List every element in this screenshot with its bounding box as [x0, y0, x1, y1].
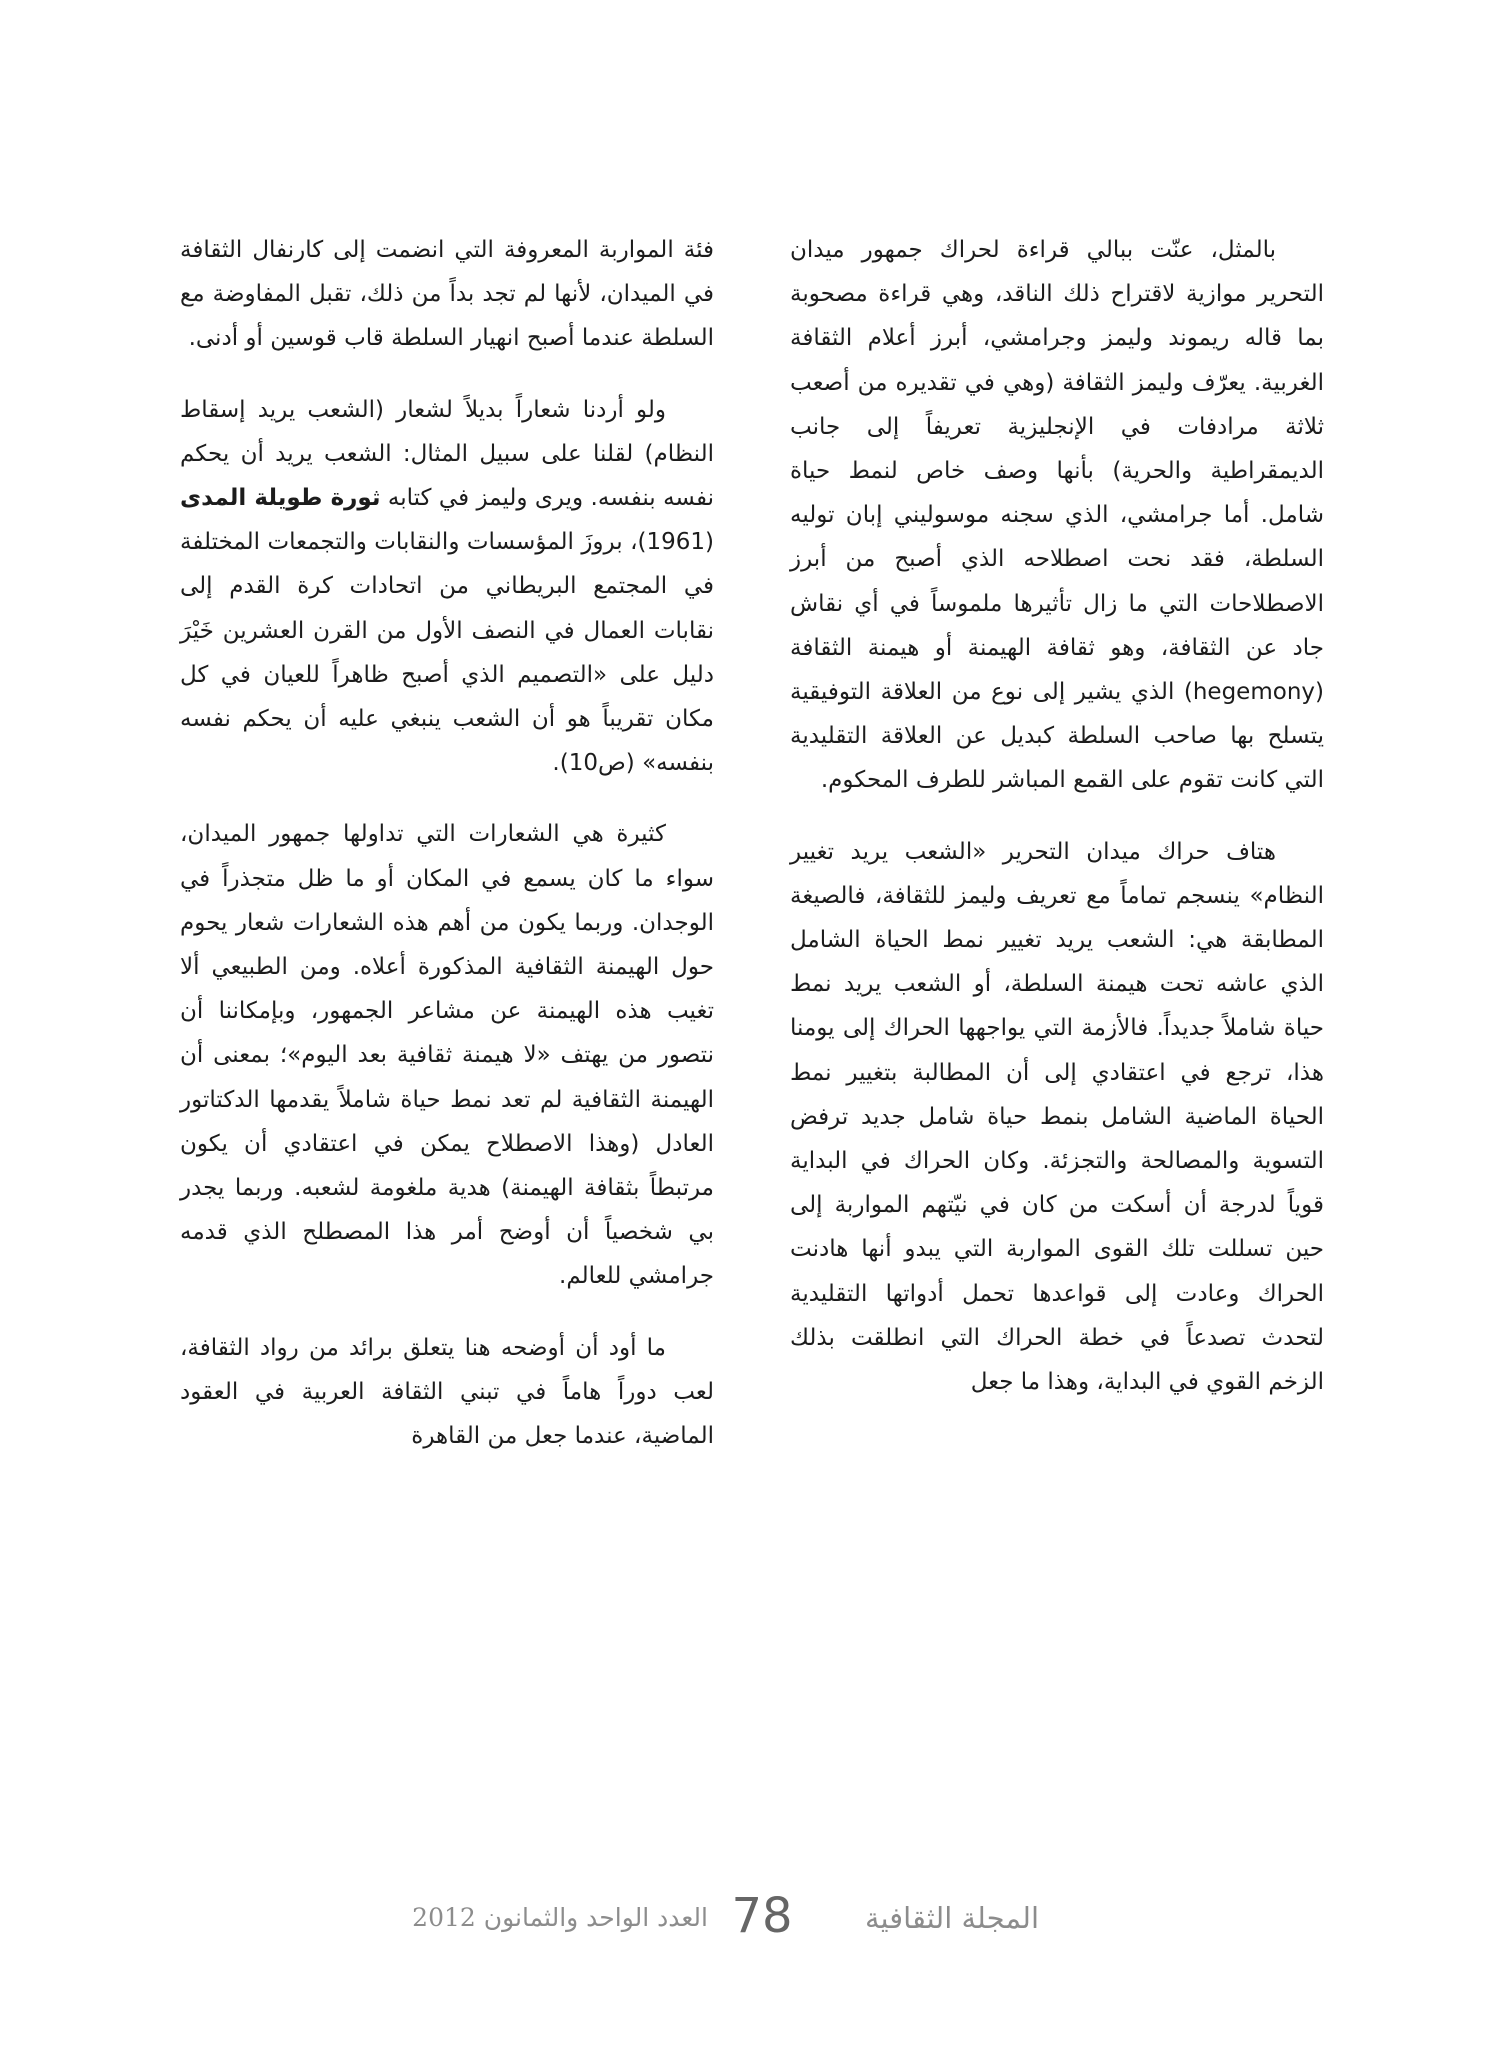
paragraph: ما أود أن أوضحه هنا يتعلق برائد من رواد الثقافة، لعب دوراً هاماً في تبني الثقافة العربية في العقود الماضية، عندما جعل من القاهرة — [180, 1334, 714, 1450]
paragraph-text: (1961)، بروزَ المؤسسات والنقابات والتجمعات المختلفة في المجتمع البريطاني من اتحادات كرة القدم إلى نقابات العمال في النصف الأول من القرن العشرين خَيْرَ دليل على «التصميم الذي أصبح ظاهراً للعيان في كل مكان تقريباً هو أن الشعب ينبغي عليه أن يحكم نفسه بنفسه» (ص10). — [180, 529, 714, 777]
paragraph: كثيرة هي الشعارات التي تداولها جمهور الميدان، سواء ما كان يسمع في المكان أو ما ظل متجذراً في الوجدان. وربما يكون من أهم هذه الشعارات شعار يحوم حول الهيمنة الثقافية المذكورة أعلاه. ومن الطبيعي ألا تغيب هذه الهيمنة عن مشاعر الجمهور، وبإمكاننا أن نتصور من يهتف «لا هيمنة ثقافية بعد اليوم»؛ بمعنى أن الهيمنة الثقافية لم تعد نمط حياة شاملاً يقدمها الدكتاتور العادل (وهذا الاصطلاح يمكن في اعتقادي أن يكون مرتبطاً بثقافة الهيمنة) هدية ملغومة لشعبه. وربما يجدر بي شخصياً أن أوضح أمر هذا المصطلح الذي قدمه جرامشي للعالم. — [180, 821, 714, 1290]
issue-label: العدد الواحد والثمانون 2012 — [412, 1903, 708, 1932]
paragraph: هتاف حراك ميدان التحرير «الشعب يريد تغيير النظام» ينسجم تماماً مع تعريف وليمز للثقافة، فالصيغة المطابقة هي: الشعب يريد تغيير نمط الحياة الشامل الذي عاشه تحت هيمنة السلطة، أو الشعب يريد نمط حياة شاملاً جديداً. فالأزمة التي يواجهها الحراك إلى يومنا هذا، ترجع في اعتقادي إلى أن المطالبة بتغيير نمط الحياة الماضية الشامل بنمط حياة شامل جديد ترفض التسوية والمصالحة والتجزئة. وكان الحراك في البداية قوياً لدرجة أن أسكت من كان في نيّتهم المواربة إلى حين تسللت تلك القوى المواربة التي يبدو أنها هادنت الحراك وعادت إلى قواعدها تحمل أدواتها التقليدية لتحدث تصدعاً في خطة الحراك التي انطلقت بذلك الزخم القوي في البداية، وهذا ما جعل — [790, 838, 1324, 1396]
magazine-logo: المجلة الثقافية — [812, 1894, 1092, 1942]
book-title: ثورة طويلة المدى — [180, 485, 381, 512]
paragraph: فئة المواربة المعروفة التي انضمت إلى كارنفال الثقافة في الميدان، لأنها لم تجد بداً من ذلك، تقبل المفاوضة مع السلطة عندما أصبح انهيار السلطة قاب قوسين أو أدنى. — [180, 237, 714, 352]
paragraph-text: ولو أردنا شعاراً بديلاً لشعار (الشعب يريد إسقاط النظام) لقلنا على سبيل المثال: الشعب يريد أن يحكم نفسه بنفسه. ويرى وليمز في كتابه — [180, 396, 714, 512]
right-column — [790, 228, 1324, 1404]
page-number: 78 — [731, 1888, 793, 1944]
page-footer — [0, 1880, 1497, 1950]
paragraph — [180, 388, 714, 786]
paragraph: بالمثل، عنّت ببالي قراءة لحراك جمهور ميدان التحرير موازية لاقتراح ذلك الناقد، وهي قراءة مصحوبة بما قاله ريموند وليمز وجرامشي، أبرز أعلام الثقافة الغربية. يعرّف وليمز الثقافة (وهي في تقديره من أصعب ثلاثة مرادفات في الإنجليزية تعريفاً إلى جانب الديمقراطية والحرية) بأنها وصف خاص لنمط حياة شامل. أما جرامشي، الذي سجنه موسوليني إبان توليه السلطة، فقد نحت اصطلاحه الذي أصبح من أبرز الاصطلاحات التي ما زال تأثيرها ملموساً في أي نقاش جاد عن الثقافة، وهو ثقافة الهيمنة أو هيمنة الثقافة (hegemony) الذي يشير إلى نوع من العلاقة التوفيقية يتسلح بها صاحب السلطة كبديل عن العلاقة التقليدية التي كانت تقوم على القمع المباشر للطرف المحكوم. — [790, 237, 1324, 794]
left-column — [180, 228, 714, 1458]
